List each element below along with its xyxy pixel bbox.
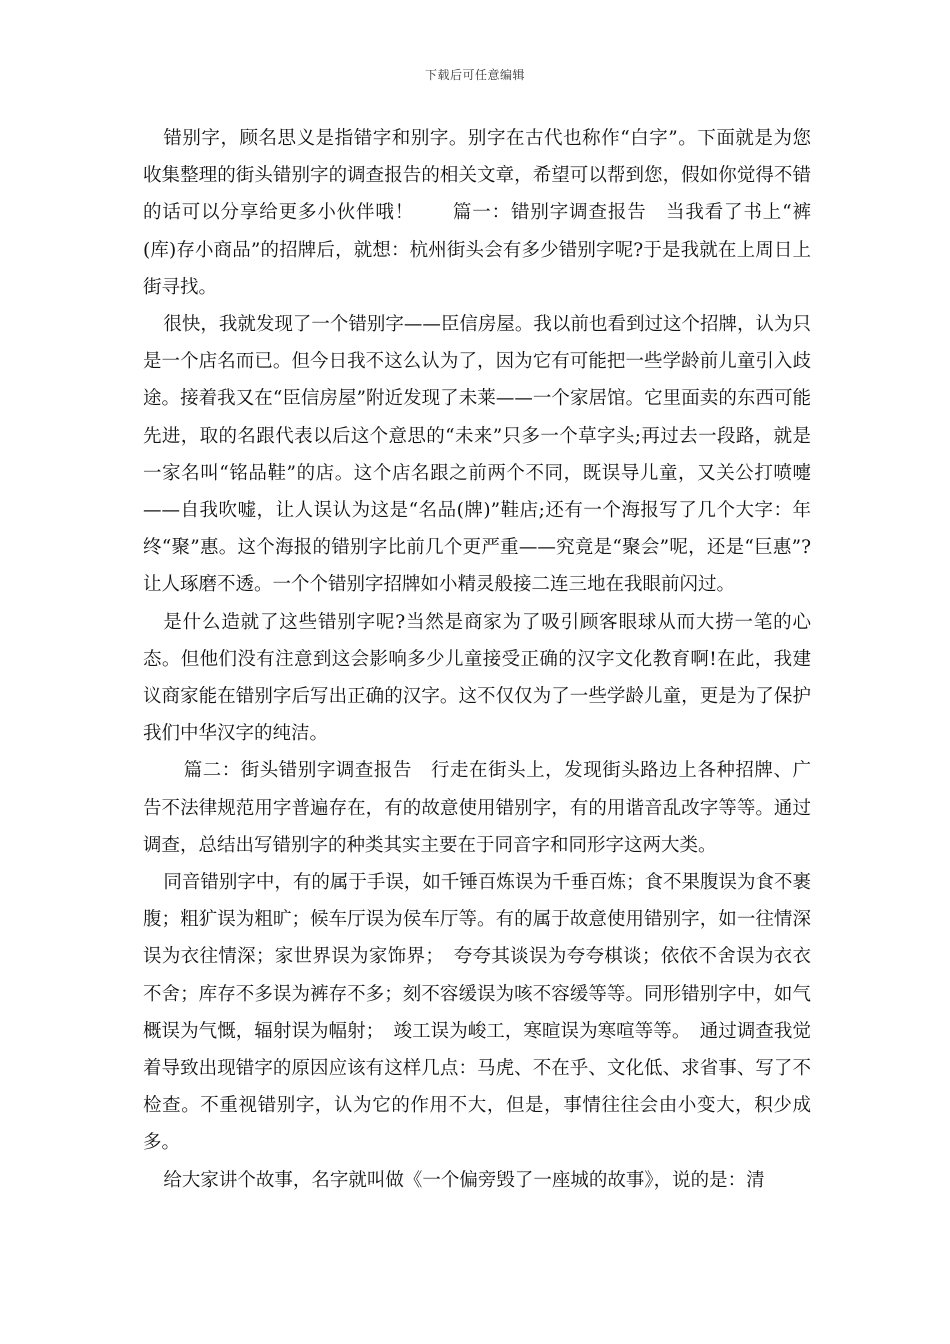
paragraph-discovery: 很快，我就发现了一个错别字——臣信房屋。我以前也看到过这个招牌，认为只是一个店名而已。但今日我不这么认为了，因为它有可能把一些学龄前儿童引入歧途。接着我又在“臣信房屋”附近发现了未莱——一个家居馆。它里面卖的东西可能先进，取的名跟代表以后这个意思的“未来”只多一个草字头;再过去一段路，就是一家名叫“铭品鞋”的店。这个店名跟之前两个不同，既误导儿童，又关公打喷嚏——自我吹嘘，让人误认为这是“名品(牌)”鞋店;还有一个海报写了几个大字：年终“聚”惠。这个海报的错别字比前几个更严重——究竟是“聚会”呢，还是“巨惠”?让人琢磨不透。一个个错别字招牌如小精灵般接二连三地在我眼前闪过。 [143,314,811,596]
paragraph-homophones: 同音错别字中，有的属于手误，如千锤百炼误为千垂百炼；食不果腹误为食不裹腹；粗犷误为粗旷；候车厅误为侯车厅等。有的属于故意使用错别字，如一往情深误为衣往情深；家世界误为家饰界； 夸夸其谈误为夸夸棋谈；依依不舍误为衣衣不舍；库存不多误为裤存不多；刻不容缓误为咳不容缓等等。同形错别字中，如气概误为气慨，辐射误为幅射； 竣工误为峻工，寒暄误为寒喧等等。 通过调查我觉着导致出现错字的原因应该有这样几点：马虎、不在乎、文化低、求省事、写了不检查。不重视错别字，认为它的作用不大，但是，事情往往会由小变大，积少成多。 [143,872,811,1154]
paragraph-reason: 是什么造就了这些错别字呢?当然是商家为了吸引顾客眼球从而大捞一笔的心态。但他们没有注意到这会影响多少儿童接受正确的汉字文化教育啊!在此，我建议商家能在错别字后写出正确的汉字。这不仅仅为了一些学龄儿童，更是为了保护我们中华汉字的纯洁。 [143,611,811,745]
paragraph-intro: 错别字，顾名思义是指错字和别字。别字在古代也称作“白字”。下面就是为您收集整理的街头错别字的调查报告的相关文章，希望可以帮到您，假如你觉得不错的话可以分享给更多小伙伴哦！ 篇一：错别字调查报告 当我看了书上“裤(库)存小商品”的招牌后，就想：杭州街头会有多少错别字呢?于是我就在上周日上街寻找。 [143,128,811,298]
paragraph-story: 给大家讲个故事，名字就叫做《一个偏旁毁了一座城的故事》，说的是：清 [163,1169,765,1191]
page-header: 下载后可任意编辑 [424,68,525,82]
paragraph-report-two: 篇二：街头错别字调查报告 行走在街头上，发现街头路边上各种招牌、广告不法律规范用字普遍存在，有的故意使用错别字，有的用谐音乱改字等等。通过调查，总结出写错别字的种类其实主要在于同音字和同形字这两大类。 [143,760,811,856]
document-body [143,120,811,1199]
